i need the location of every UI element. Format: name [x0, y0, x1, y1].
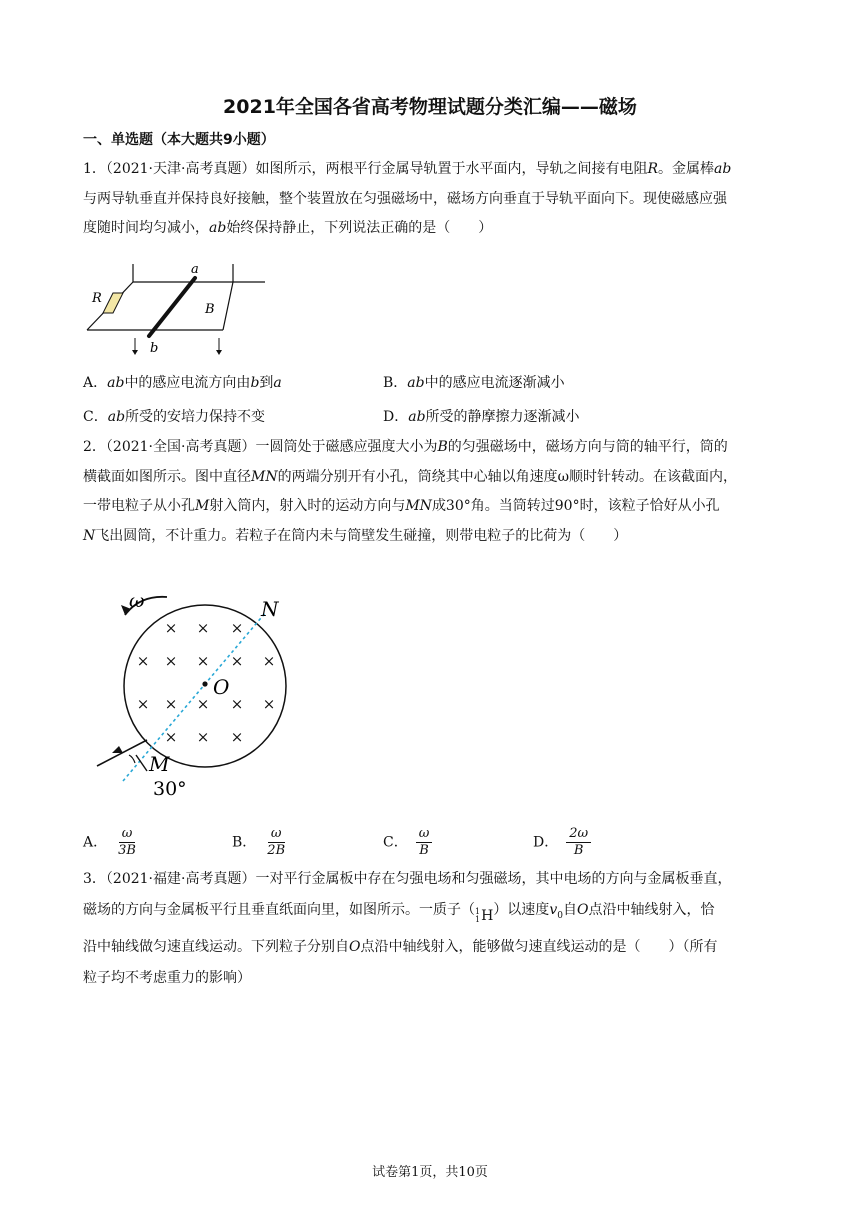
field-cross-icon: ×	[164, 619, 178, 637]
center-point	[202, 681, 207, 686]
q2-option-c[interactable]: C． $\frac{\omega}{B}$	[383, 826, 432, 859]
field-cross-icon: ×	[230, 728, 244, 746]
q2-option-a[interactable]: A． $\frac{\omega}{3B}$	[83, 826, 136, 858]
q2-option-b[interactable]: B． $\frac{\omega}{2B}$	[232, 826, 286, 858]
field-cross-icon: ×	[230, 695, 244, 713]
label-N: N	[261, 597, 279, 621]
question-1-line-3: 度随时间均匀减小，ab始终保持静止，下列说法正确的是（ ）	[83, 220, 493, 236]
label-M: M	[149, 752, 170, 776]
resistor-icon	[103, 293, 123, 313]
q1-option-a[interactable]: A．ab中的感应电流方向由b到a	[83, 375, 282, 391]
question-2-line-3: 一带电粒子从小孔M射入筒内，射入时的运动方向与MN成30°角。当筒转过90°时，该粒子恰好从小孔	[83, 498, 720, 514]
label-b: b	[150, 341, 159, 356]
q2-option-d[interactable]: D． $\frac{2\omega}{B}$	[533, 826, 591, 859]
page-title: 2021年全国各省高考物理试题分类汇编——磁场	[223, 96, 637, 118]
question-1-line-1: 1．（2021·天津·高考真题）如图所示，两根平行金属导轨置于水平面内，导轨之间接有电阻R。金属棒ab	[83, 161, 732, 177]
label-angle: 30°	[153, 778, 187, 800]
q1-option-d[interactable]: D．ab所受的静摩擦力逐渐减小	[383, 409, 580, 425]
field-cross-icon: ×	[196, 619, 210, 637]
field-cross-icon: ×	[196, 652, 210, 670]
label-a: a	[191, 262, 199, 277]
field-cross-icon: ×	[136, 695, 150, 713]
label-B: B	[205, 302, 215, 317]
field-cross-icon: ×	[136, 652, 150, 670]
question-2	[83, 433, 783, 551]
question-1-figure	[83, 258, 273, 358]
label-omega: ω	[129, 590, 145, 612]
question-2-line-2: 横截面如图所示。图中直径MN的两端分别开有小孔，筒绕其中心轴以角速度ω顺时针转动。在该截面内，	[83, 468, 738, 485]
field-cross-icon: ×	[164, 728, 178, 746]
question-2-line-4: N飞出圆筒，不计重力。若粒子在筒内未与筒壁发生碰撞，则带电粒子的比荷为（ ）	[83, 527, 628, 544]
question-3-line-4: 粒子均不考虑重力的影响）	[83, 969, 251, 986]
nuclide-symbol: 1 1 H	[475, 907, 494, 924]
metal-rod	[149, 278, 195, 336]
question-1	[83, 155, 783, 244]
label-O: O	[213, 675, 230, 699]
question-3	[83, 864, 783, 994]
field-cross-icon: ×	[262, 652, 276, 670]
field-cross-icon: ×	[196, 695, 210, 713]
question-3-line-1: 3．（2021·福建·高考真题）一对平行金属板中存在匀强电场和匀强磁场，其中电场的方向与金属板垂直，	[83, 871, 732, 887]
field-cross-icon: ×	[164, 652, 178, 670]
page-footer: 试卷第1页，共10页	[372, 1165, 488, 1180]
q1-option-c[interactable]: C．ab所受的安培力保持不变	[83, 409, 266, 425]
field-cross-icon: ×	[196, 728, 210, 746]
question-2-figure	[85, 585, 300, 807]
field-cross-icon: ×	[262, 695, 276, 713]
field-cross-icon: ×	[230, 652, 244, 670]
q1-option-b[interactable]: B．ab中的感应电流逐渐减小	[383, 375, 565, 391]
section-heading: 一、单选题（本大题共9小题）	[83, 132, 275, 148]
question-3-line-2: 磁场的方向与金属板平行且垂直纸面向里，如图所示。一质子（ 1 1 H ）以速度$v_0$自O点沿中轴线射入，恰	[83, 895, 783, 932]
question-3-line-3: 沿中轴线做匀速直线运动。下列粒子分别自O点沿中轴线射入，能够做匀速直线运动的是（ ）（所有	[83, 938, 718, 955]
question-1-line-2: 与两导轨垂直并保持良好接触，整个装置放在匀强磁场中，磁场方向垂直于导轨平面向下。现使磁感应强	[83, 190, 727, 207]
label-R: R	[92, 291, 102, 306]
field-cross-icon: ×	[230, 619, 244, 637]
field-cross-icon: ×	[164, 695, 178, 713]
question-2-line-1: 2．（2021·全国·高考真题）一圆筒处于磁感应强度大小为B的匀强磁场中，磁场方向与筒的轴平行，筒的	[83, 439, 728, 455]
arrow-head-icon	[112, 746, 123, 753]
